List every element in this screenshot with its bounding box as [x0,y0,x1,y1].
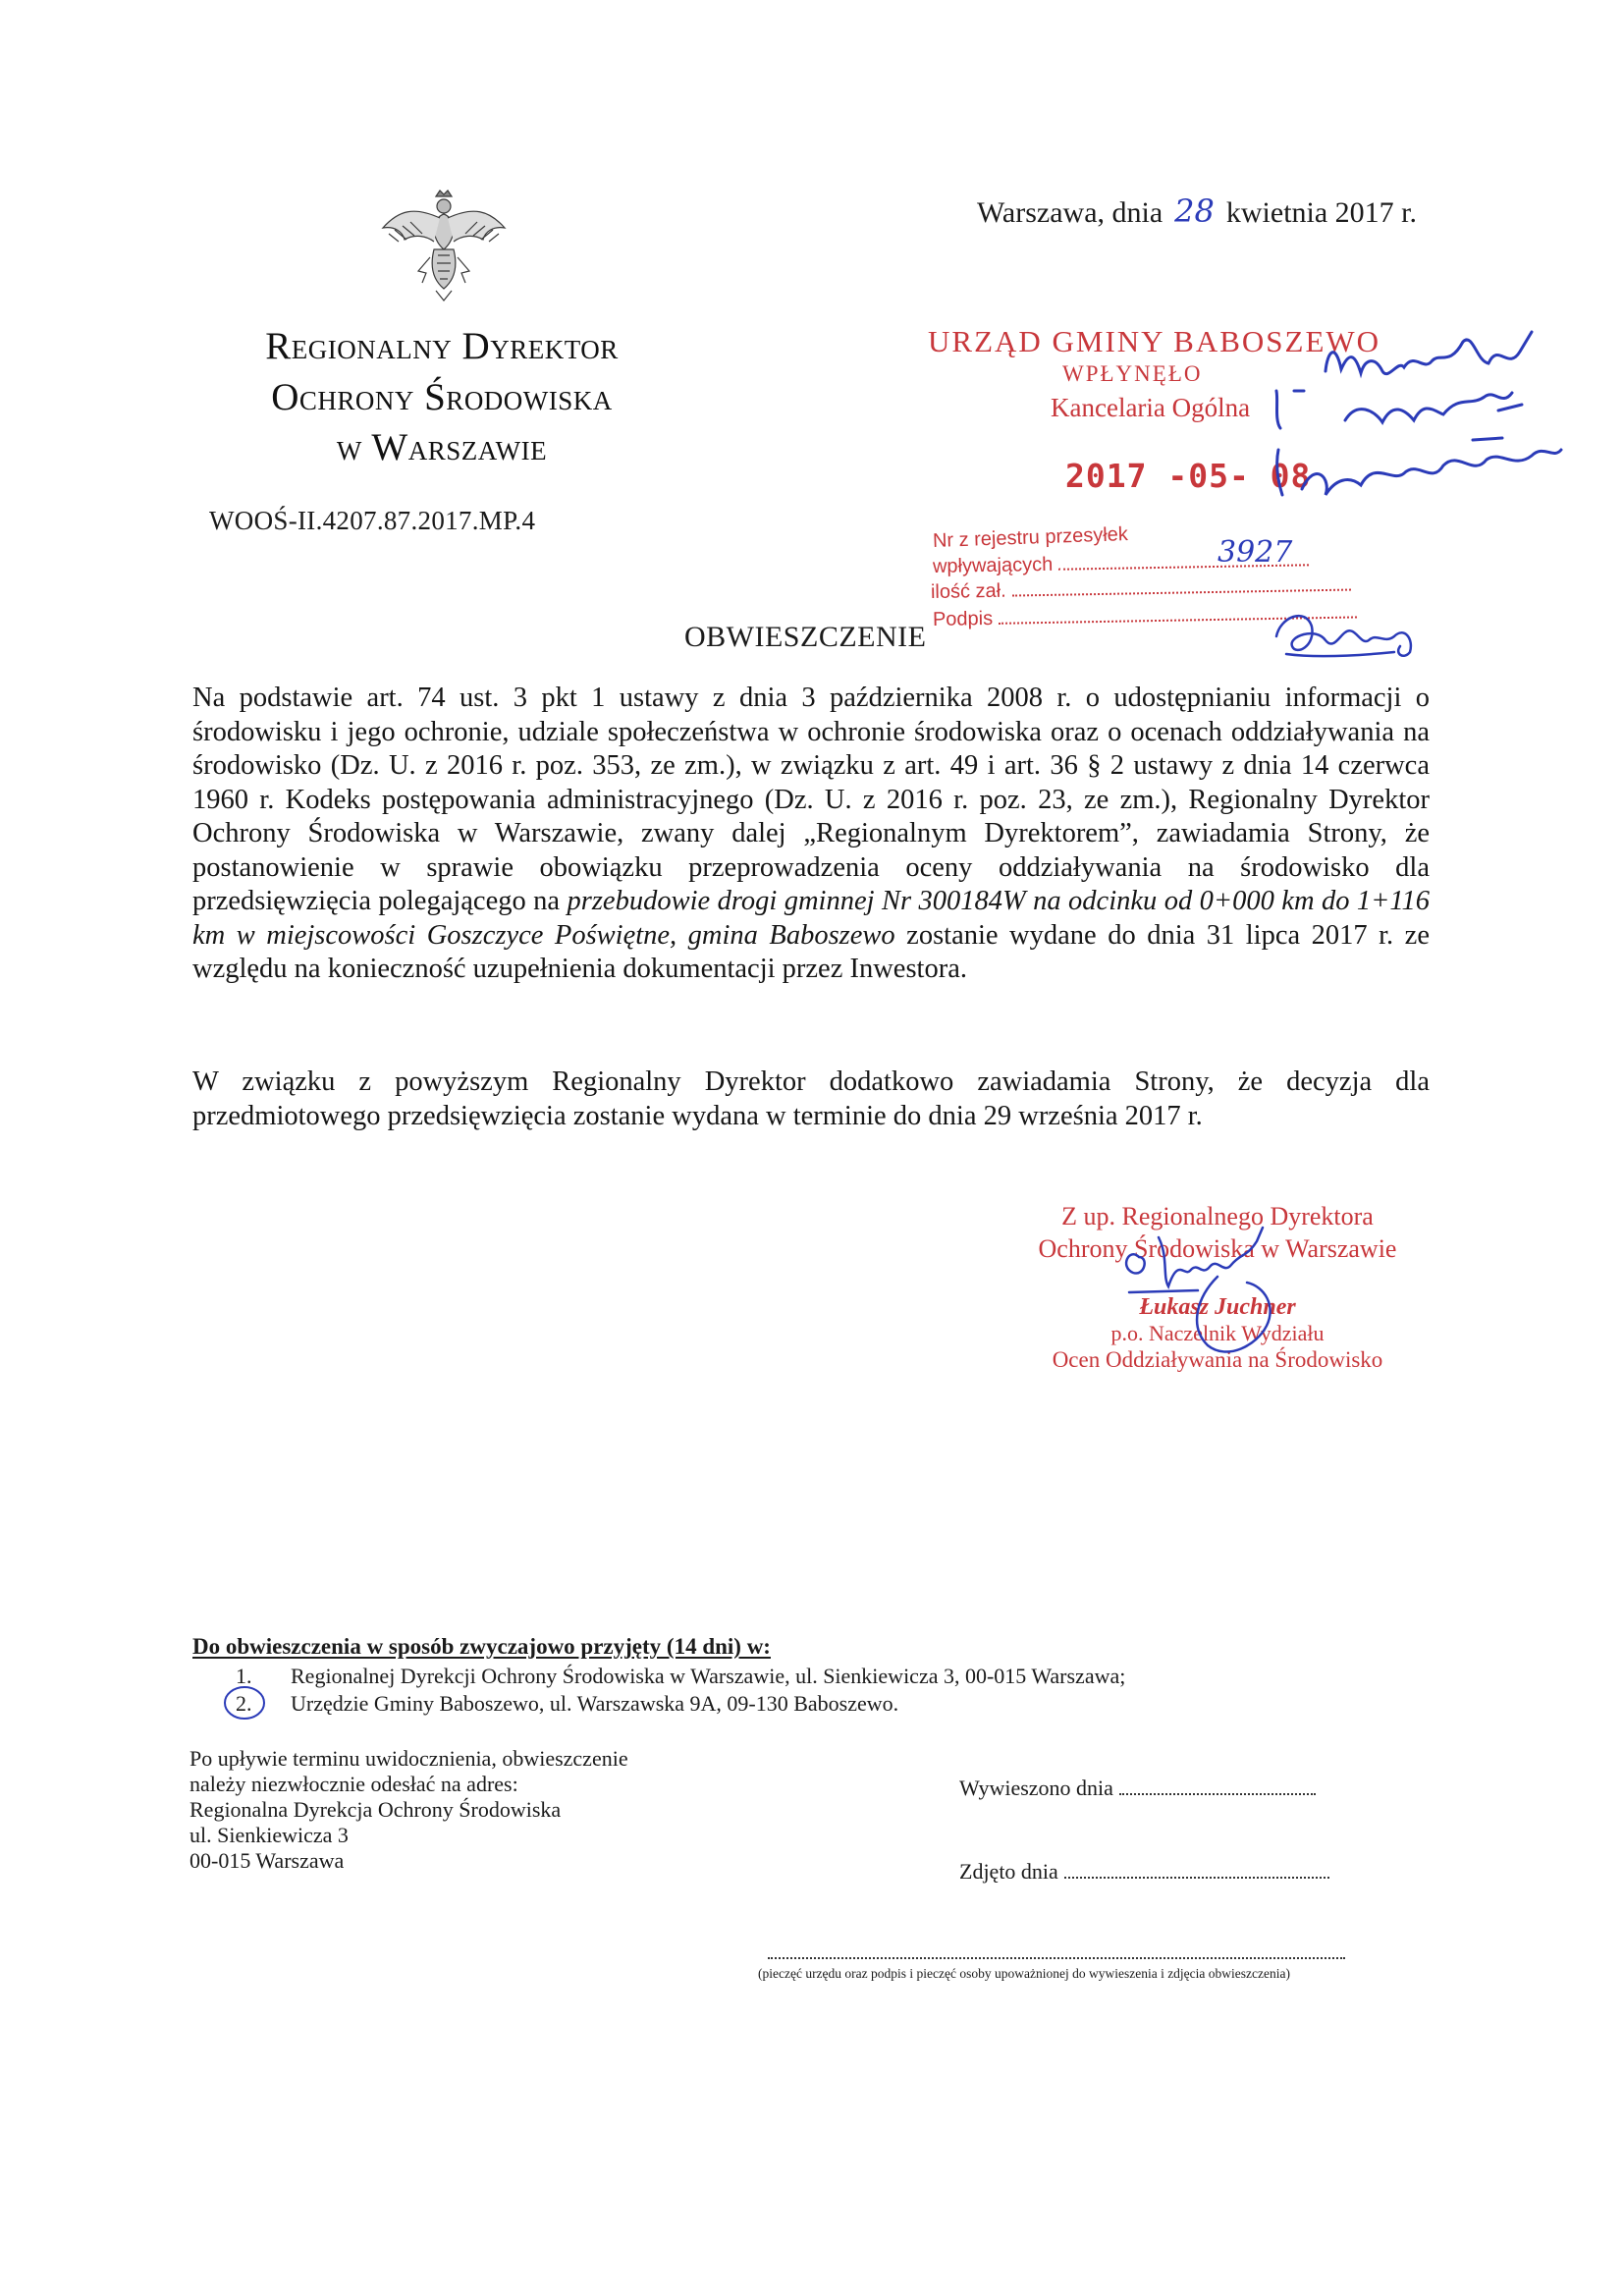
signature-label: Podpis [933,601,1357,631]
incoming-label: wpływających [933,549,1310,578]
signer-name: Łukasz Juchner [1139,1294,1296,1320]
signer-department: Ocen Oddziaływania na Środowisko [1052,1347,1383,1372]
stamp-date: 2017 -05- 08 [1065,457,1312,495]
place-label: Warszawa, dnia [977,196,1163,229]
authority-line-2: Ochrony Środowiska [271,376,613,418]
return-address-line: Po upływie terminu uwidocznienia, obwieszczenie [189,1746,628,1771]
stamp-received: WPŁYNĘŁO [1062,361,1203,386]
stamp-chancery: Kancelaria Ogólna [1051,393,1251,422]
handwritten-day: 28 [1174,192,1215,230]
return-address-line: ul. Sienkiewicza 3 [189,1823,349,1847]
distribution-item: 2. Urzędzie Gminy Baboszewo, ul. Warszawska 9A, 09-130 Baboszewo. [236,1691,899,1716]
register-label: Nr z rejestru przesyłek [932,523,1129,552]
registry-signature [1267,597,1424,666]
posted-on-field: Wywieszono dnia [959,1776,1316,1801]
official-signature [1100,1218,1325,1365]
case-reference-number: WOOŚ-II.4207.87.2017.MP.4 [209,506,536,535]
signature-stamp-line-2: Ochrony Środowiska w Warszawie [1038,1234,1397,1263]
attachments-label: ilość zał. [931,574,1351,604]
return-address-line: 00-015 Warszawa [189,1848,345,1873]
handwritten-annotation [1267,312,1571,509]
distribution-heading: Do obwieszczenia w sposób zwyczajowo przyjęty (14 dni) w: [192,1634,771,1659]
signer-position: p.o. Naczelnik Wydziału [1110,1321,1325,1345]
signature-line [768,1957,1345,1959]
polish-eagle-emblem-icon [375,189,513,304]
handwritten-circle-mark [221,1683,268,1722]
signature-caption: (pieczęć urzędu oraz podpis i pieczęć osoby upoważnionej do wywieszenia i zdjęcia obwieszczenia) [757,1966,1290,1981]
return-address-line: Regionalna Dyrekcja Ochrony Środowiska [189,1797,562,1822]
stamp-office-name: URZĄD GMINY BABOSZEWO [928,324,1381,358]
signature-stamp-line-1: Z up. Regionalnego Dyrektora [1061,1202,1374,1230]
return-address-line: należy niezwłocznie odesłać na adres: [189,1772,518,1796]
document-title: OBWIESZCZENIE [684,621,927,653]
authority-line-1: Regionalny Dyrektor [265,325,619,367]
month-year: kwietnia 2017 r. [1225,196,1418,229]
place-and-date [977,192,1417,230]
authority-line-3: w Warszawie [336,426,548,468]
removed-on-field: Zdjęto dnia [959,1859,1329,1885]
distribution-item: 1. Regionalnej Dyrekcji Ochrony Środowiska w Warszawie, ul. Sienkiewicza 3, 00-015 Warszawa; [236,1664,1126,1688]
paragraph-1: Na podstawie art. 74 ust. 3 pkt 1 ustawy z dnia 3 października 2008 r. o udostępnianiu informacji o środowisku i jego ochronie, udziale społeczeństwa w ochronie środowiska oraz o ocenach oddziaływania na środowisko (Dz. U. z 2016 r. poz. 353, ze zm.), w związku z art. 49 i art. 36 § 2 ustawy z dnia 14 czerwca 1960 r. Kodeks postępowania administracyjnego (Dz. U. z 2016 r. poz. 23, ze zm.), Regionalny Dyrektor Ochrony Środowiska w Warszawie, zwany dalej „Regionalnym Dyrektorem”, zawiadamia Strony, że postanowienie w sprawie obowiązku przeprowadzenia oceny oddziaływania na środowisko dla przedsięwzięcia polegającego na przebudowie drogi gminnej Nr 300184W na odcinku od 0+000 km do 1+116 km w miejscowości Goszczyce Poświętne, gmina Baboszewo zostanie wydane do dnia 31 lipca 2017 r. ze względu na konieczność uzupełnienia dokumentacji przez Inwestora. [192,683,1430,984]
handwritten-register-number: 3927 [1217,535,1293,570]
paragraph-2: W związku z powyższym Regionalny Dyrektor dodatkowo zawiadamia Strony, że decyzja dla przedmiotowego przedsięwzięcia zostanie wydana w terminie do dnia 29 września 2017 r. [192,1066,1430,1131]
